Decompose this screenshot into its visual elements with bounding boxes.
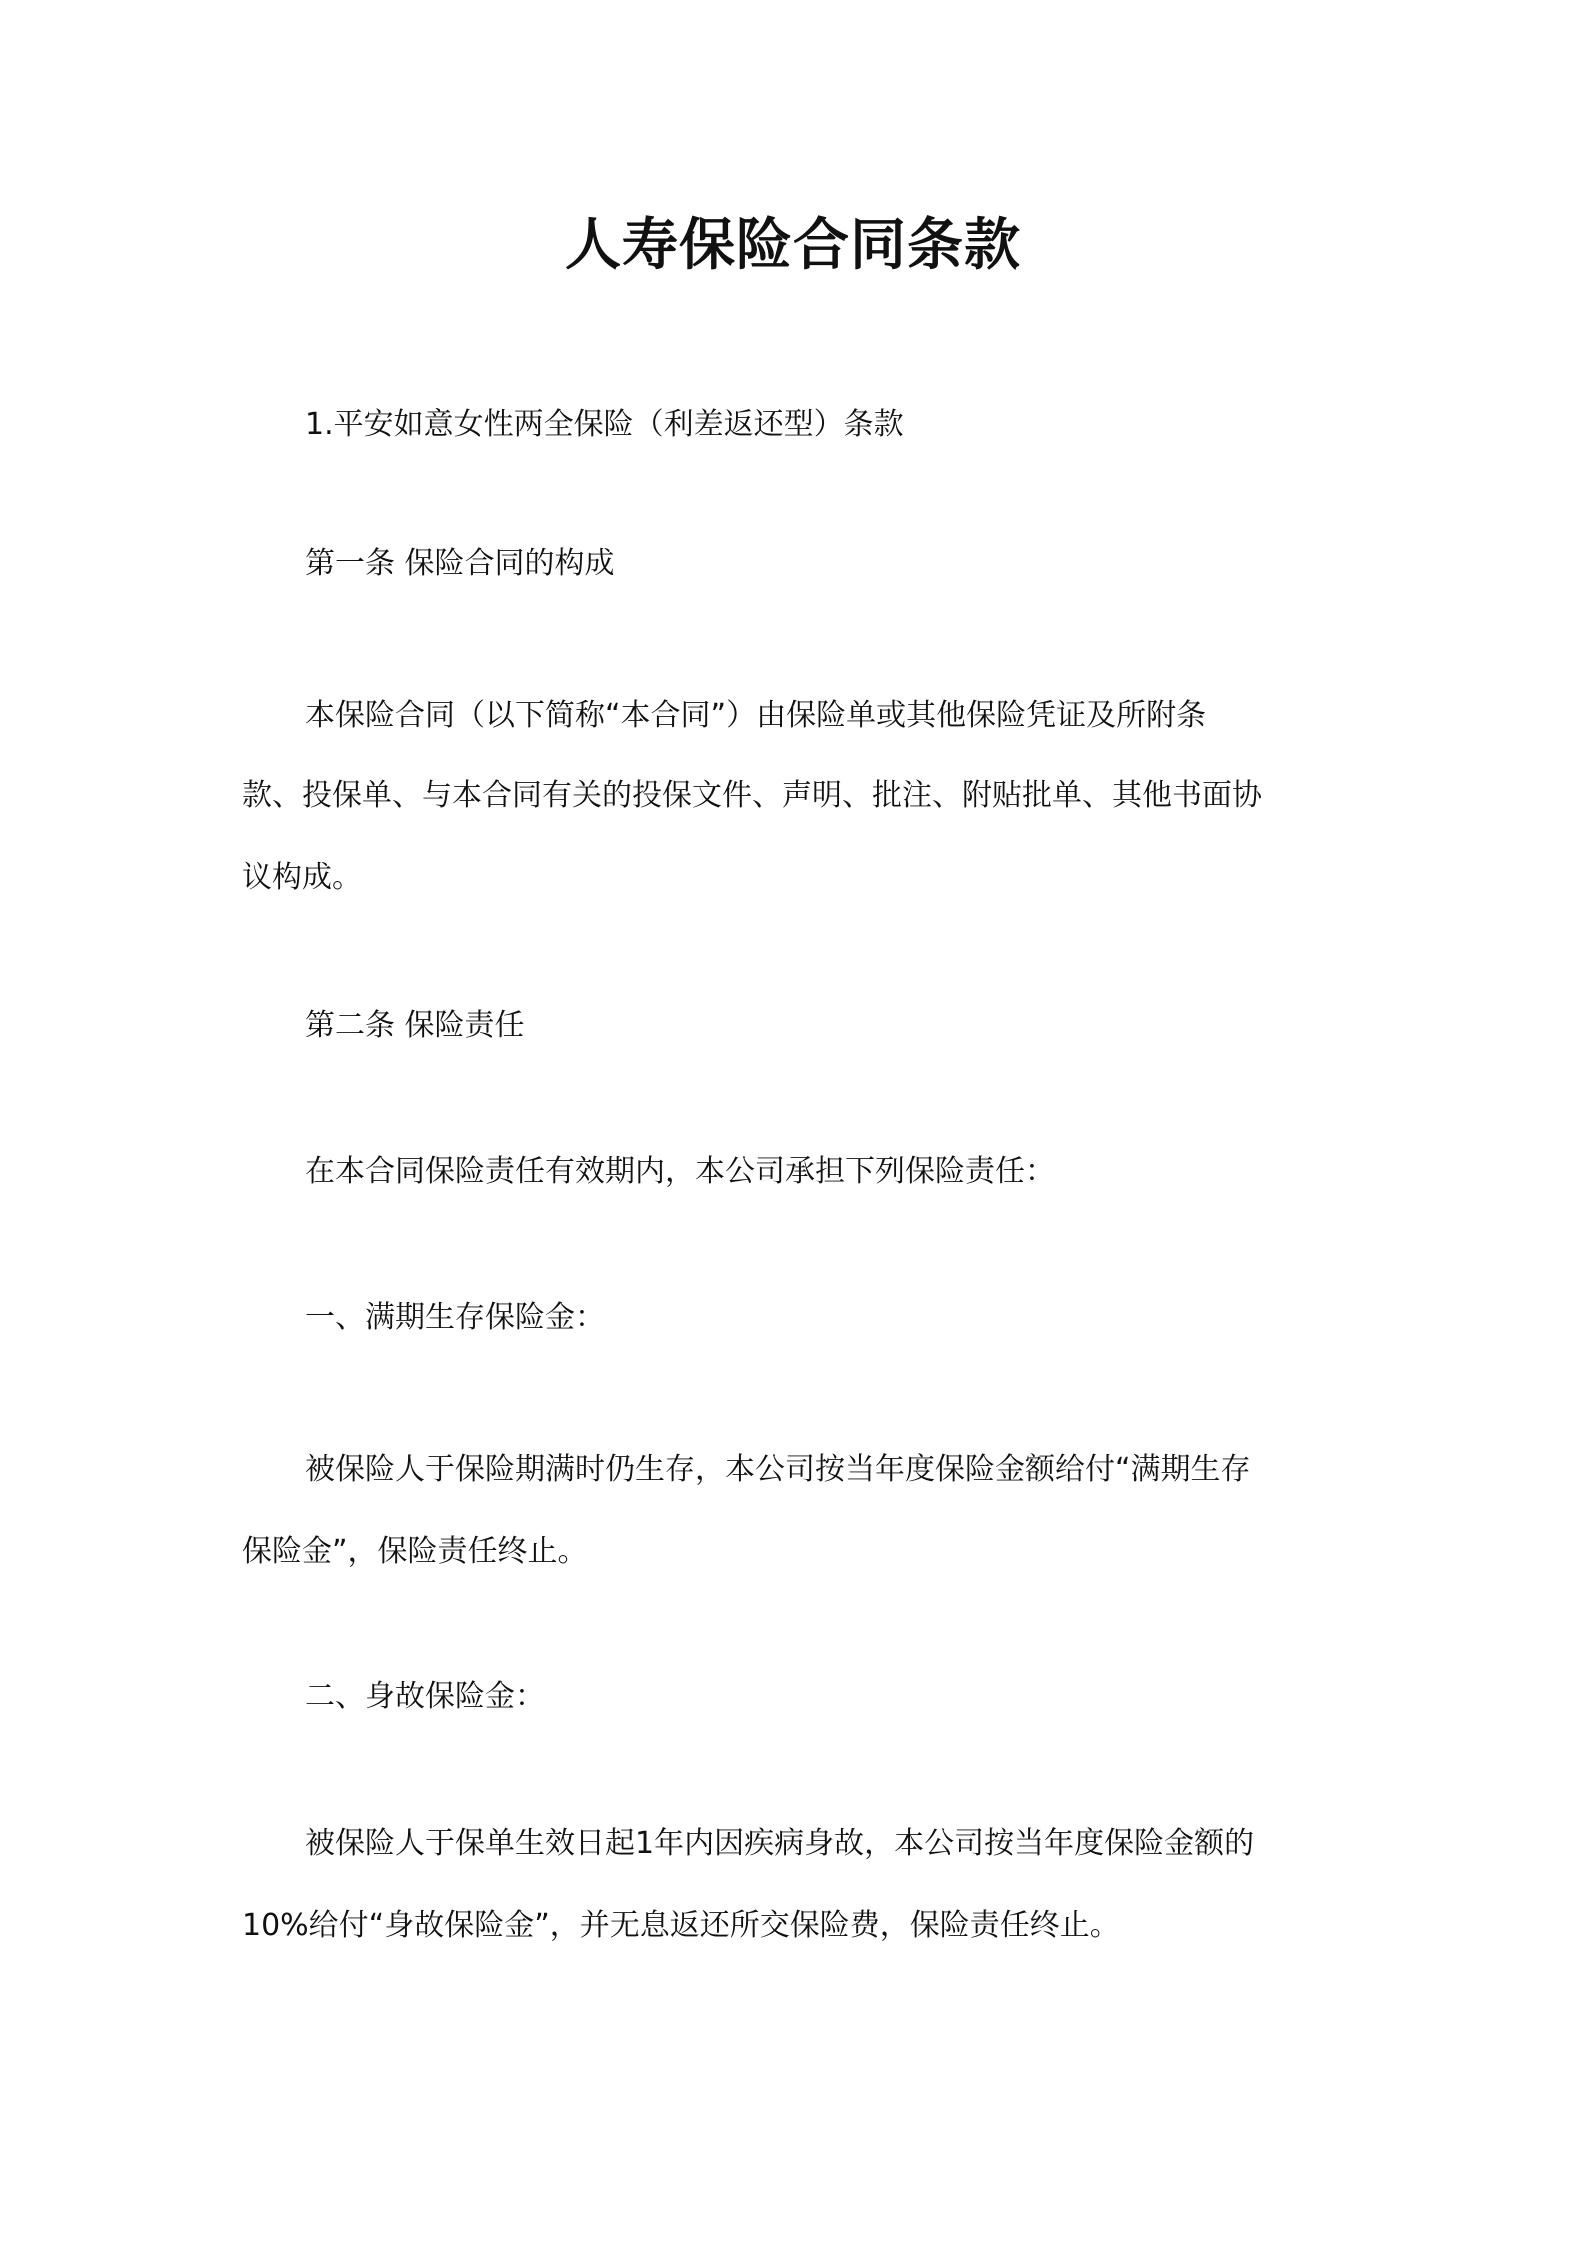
item-1-paragraph-line-1: 被保险人于保险期满时仍生存，本公司按当年度保险金额给付“满期生存 [305, 1452, 1251, 1487]
article-1-paragraph-line-3: 议构成。 [242, 860, 362, 895]
item-2-heading: 二、身故保险金： [305, 1679, 545, 1714]
item-1-heading: 一、满期生存保险金： [305, 1300, 605, 1335]
item-2-paragraph-line-2: 10%给付“身故保险金”，并无息返还所交保险费，保险责任终止。 [242, 1908, 1120, 1943]
article-2-intro: 在本合同保险责任有效期内，本公司承担下列保险责任： [305, 1154, 1055, 1189]
item-1-paragraph-line-2: 保险金”，保险责任终止。 [242, 1534, 588, 1569]
article-2-heading: 第二条 保险责任 [305, 1008, 525, 1043]
article-1-heading: 第一条 保险合同的构成 [305, 546, 615, 581]
article-1-paragraph-line-1: 本保险合同（以下简称“本合同”）由保险单或其他保险凭证及所附条 [305, 698, 1207, 733]
document-subtitle: 1.平安如意女性两全保险（利差返还型）条款 [305, 407, 904, 442]
document-title: 人寿保险合同条款 [565, 213, 1021, 278]
article-1-paragraph-line-2: 款、投保单、与本合同有关的投保文件、声明、批注、附贴批单、其他书面协 [242, 778, 1262, 813]
item-2-paragraph-line-1: 被保险人于保单生效日起1年内因疾病身故，本公司按当年度保险金额的 [305, 1826, 1255, 1861]
